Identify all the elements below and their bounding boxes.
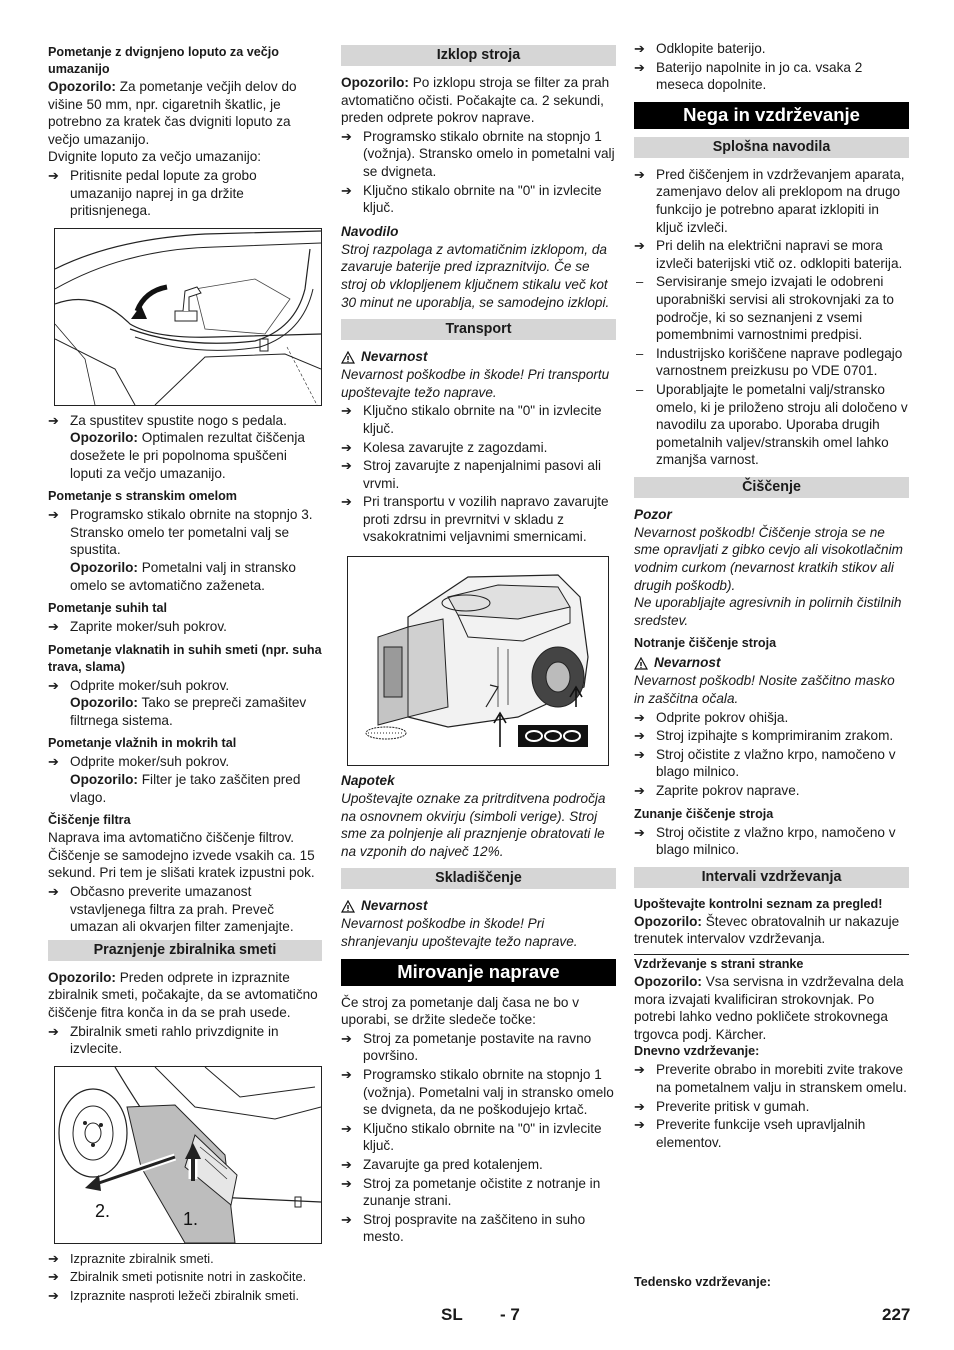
note-stransko: Opozorilo: Pometalni valj in stransko omelo se avtomatično zaženeta. — [70, 559, 296, 593]
napotek-text: Upoštevajte oznake za pritrditvena področja na osnovnem okvirju (simboli verige). Stroj sme za polnjenje ali praznjenje obratovati le na vzponih do največ 12%. — [341, 791, 606, 859]
list-item: ➔ Programsko stikalo obrnite na stopnjo 3. Stransko omelo ter pometalni valj se spustita. — [48, 507, 313, 558]
arrow-icon: ➔ — [634, 709, 645, 725]
note-vlaznih: Opozorilo: Filter je tako zaščiten pred vlago. — [70, 772, 301, 805]
transport-warning-text: Nevarnost poškodbe in škode! Pri transportu upoštevajte težo naprave. — [341, 367, 610, 400]
navodilo-heading: Navodilo — [341, 223, 399, 239]
heading-tedensko: Tedensko vzdrževanje: — [634, 1275, 771, 1289]
column-middle — [341, 44, 616, 1246]
section-bar-splosna: Splošna navodila — [634, 137, 909, 158]
text-filtra: Naprava ima avtomatično čiščenje filtrov. Čiščenje se samodejno izvede vsakih ca. 15 sekund. Pri tem je slišati kratek izpustni pok. — [48, 830, 315, 881]
arrow-icon: ➔ — [48, 507, 59, 523]
column-left — [48, 44, 322, 1305]
note-vlaknatih: Opozorilo: Tako se prepreči zamašitev filtrnega sistema. — [70, 695, 307, 728]
list-item: ➔ Ključno stikalo obrnite na "0" in izvlecite ključ. — [341, 1120, 602, 1154]
section-bar-nega: Nega in vzdrževanje — [634, 102, 909, 129]
arrow-icon: ➔ — [634, 41, 645, 56]
pozor-heading: Pozor — [634, 506, 672, 522]
danger-heading: Nevarnost — [341, 897, 616, 915]
arrow-icon: ➔ — [341, 1030, 352, 1046]
arrow-icon: ➔ — [341, 1067, 352, 1082]
navodilo-text: Stroj razpolaga z avtomatičnim izklopom, da zavaruje baterije pred izpraznitvijo. Če se stroj ob vklopljenem ključnem stikalu več kot 30 minut ne uporablja, se samodejno izklopi. — [341, 241, 610, 310]
list-item: ➔ Ključno stikalo obrnite na "0" in izvlecite ključ. — [341, 182, 602, 216]
list-item: ➔ Preverite obrabo in morebiti zvite trakove na pometalnem valju in stranskem omelu. — [634, 1062, 907, 1095]
heading-dvignjeno: Pometanje z dvignjeno loputo za večjo umazanijo — [48, 45, 279, 76]
arrow-icon: ➔ — [48, 754, 59, 770]
list-item: ➔ Stroj zavarujte z napenjalnimi pasovi ali vrvmi. — [341, 458, 602, 491]
pozor-text: Nevarnost poškodb! Čiščenje stroja se ne sme opravljati z gibko cevjo ali visokotlačnim vodnim curkom (nevarnost kratkih stikov ali drugih poškodb). — [634, 524, 903, 593]
list-item: ➔ Zaprite moker/suh pokrov. — [48, 619, 227, 635]
arrow-icon: ➔ — [341, 1156, 352, 1172]
step-2-label: 2. — [95, 1200, 111, 1221]
section-bar-izklop: Izklop stroja — [341, 45, 616, 66]
warning-triangle-icon — [634, 657, 648, 670]
arrow-icon: ➔ — [341, 1120, 352, 1136]
list-item: ➔ Pritisnite pedal lopute za grobo umazanijo naprej in ga držite pritisnjenega. — [48, 167, 257, 219]
list-item: – Servisiranje smejo izvajati le odobreni uporabniški servisi ali strokovnjaki za to področje, ki so seznanjeni z vsemi pomembnimi varnostnimi predpisi. — [636, 274, 894, 343]
figure-waste-container — [54, 1066, 322, 1244]
note-dvignjeno: Opozorilo: Za pometanje večjih delov do višine 50 mm, npr. cigaretnih škatlic, je potrebno za kratek čas dvigniti loputo za večjo umazanijo. — [48, 79, 297, 147]
arrow-icon: ➔ — [48, 1287, 59, 1303]
figure-flap-pedal — [54, 228, 322, 406]
list-item: ➔ Pri delih na električni napravi se mora izvleči baterijski vtič oz. odklopiti baterija. — [634, 238, 903, 271]
heading-zunanje: Zunanje čiščenje stroja — [634, 806, 774, 821]
waste-container-illustration — [55, 1067, 321, 1243]
heading-vlaznih: Pometanje vlažnih in mokrih tal — [48, 736, 237, 751]
list-item: ➔ Zaprite pokrov naprave. — [634, 783, 800, 798]
arrow-icon: ➔ — [341, 1175, 352, 1191]
arrow-icon: ➔ — [341, 403, 352, 419]
list-item: ➔ Stroj pospravite na zaščiteno in suho mesto. — [341, 1211, 586, 1245]
section-bar-intervali: Intervali vzdrževanja — [634, 867, 909, 888]
mask-warning-text: Nevarnost poškodb! Nosite zaščitno masko in zaščitna očala. — [634, 673, 895, 707]
section-bar-mirovanje: Mirovanje naprave — [341, 959, 616, 986]
footer-language: SL — [441, 1305, 463, 1324]
footer-page-number: 227 — [882, 1305, 911, 1324]
arrow-icon: ➔ — [48, 1250, 59, 1266]
arrow-icon: ➔ — [341, 128, 352, 144]
note-servisna: Opozorilo: Vsa servisna in vzdrževalna dela mora izvajati kvalificiran strokovnjak. Po potrebi lahko vedno pokličete strokovnega trgovca podj. Kärcher. — [634, 973, 904, 1042]
section-bar-ciscenje: Čiščenje — [634, 477, 909, 498]
arrow-icon: ➔ — [634, 728, 645, 744]
column-right — [634, 41, 909, 1151]
heading-filtra: Čiščenje filtra — [48, 813, 131, 828]
arrow-icon: ➔ — [634, 1062, 645, 1078]
list-item: ➔ Stroj izpihajte s komprimiranim zrakom. — [634, 728, 894, 744]
list-item: ➔ Izpraznite nasproti ležeči zbiralnik smeti. — [48, 1287, 300, 1303]
list-item: ➔ Ključno stikalo obrnite na "0" in izvlecite ključ. — [341, 403, 602, 436]
list-item: ➔ Odprite moker/suh pokrov. — [48, 677, 230, 693]
list-item: ➔ Zbiralnik smeti potisnite notri in zaskočite. — [48, 1269, 307, 1285]
section-bar-transport: Transport — [341, 319, 616, 340]
list-item: ➔ Pri transportu v vozilih napravo zavarujte proti zdrsu in prevrnitvi v skladu z vsakokratnimi veljavnimi smernicami. — [341, 494, 609, 545]
list-item: ➔ Odklopite baterijo. — [634, 41, 766, 56]
arrow-icon: ➔ — [634, 783, 645, 798]
list-item: ➔ Za spustitev spustite nogo s pedala. — [48, 412, 287, 428]
flap-pedal-illustration — [55, 229, 321, 405]
list-item: ➔ Odprite moker/suh pokrov. — [48, 754, 230, 770]
arrow-icon: ➔ — [341, 182, 352, 198]
list-item: ➔ Odprite pokrov ohišja. — [634, 709, 789, 725]
heading-dnevno: Dnevno vzdrževanje: — [634, 1044, 760, 1059]
danger-heading: Nevarnost — [634, 654, 909, 672]
footer-page-local: - 7 — [500, 1305, 520, 1324]
list-item: ➔ Programsko stikalo obrnite na stopnjo 1 (vožnja). Stransko omelo in pometalni valj se dvigneta. — [341, 128, 615, 179]
list-item: ➔ Kolesa zavarujte z zagozdami. — [341, 439, 548, 455]
danger-heading: Nevarnost — [341, 348, 616, 366]
arrow-icon: ➔ — [48, 412, 59, 428]
section-bar-skladiscenje: Skladiščenje — [341, 868, 616, 889]
arrow-icon: ➔ — [634, 1098, 645, 1114]
arrow-icon: ➔ — [341, 458, 352, 474]
list-item: ➔ Stroj za pometanje očistite z notranje in zunanje strani. — [341, 1175, 601, 1209]
list-item: ➔ Zavarujte ga pred kotalenjem. — [341, 1156, 543, 1172]
list-item: ➔ Pred čiščenjem in vzdrževanjem aparata, zamenjavo delov ali preklopom na drugo funkcijo je potrebno aparat izklopiti in ključ izvleči. — [634, 166, 905, 235]
heading-notranje: Notranje čiščenje stroja — [634, 636, 777, 651]
arrow-icon: ➔ — [48, 1269, 59, 1285]
list-item: ➔ Občasno preverite umazanost vstavljenega filtra za prah. Preveč umazan ali okvarjen filter zamenjajte. — [48, 884, 294, 935]
figure-sweeper-transport — [347, 556, 609, 766]
list-item: ➔ Programsko stikalo obrnite na stopnjo 1 (vožnja). Pometalni valj in stransko omelo se dvigneta, da ne poškodujejo krtač. — [341, 1067, 614, 1118]
text-dvignite: Dvignite loputo za večjo umazanijo: — [48, 149, 262, 165]
arrow-icon: ➔ — [634, 238, 645, 254]
list-item: ➔ Stroj za pometanje postavite na ravno površino. — [341, 1030, 592, 1064]
dash-bullet: – — [636, 381, 644, 397]
note-stevec: Opozorilo: Števec obratovalnih ur nakazuje trenutek intervalov vzdrževanja. — [634, 913, 900, 947]
chain-symbol-icon — [518, 725, 588, 747]
text-mirovanje: Če stroj za pometanje dalj časa ne bo v uporabi, se držite sledeče točke: — [341, 994, 580, 1028]
section-bar-praznjenje: Praznjenje zbiralnika smeti — [48, 940, 322, 961]
heading-vlaknatih: Pometanje vlaknatih in suhih smeti (npr. suha trava, slama) — [48, 642, 322, 674]
list-item: ➔ Izpraznite zbiralnik smeti. — [48, 1250, 214, 1266]
arrow-icon: ➔ — [48, 167, 59, 183]
sweeper-illustration — [348, 557, 608, 765]
list-item: – Industrijsko koriščene naprave podlegajo varnostnem preizkusu po VDE 0701. — [636, 345, 903, 379]
arrow-icon: ➔ — [634, 1117, 645, 1133]
arrow-icon: ➔ — [634, 824, 645, 840]
list-item: ➔ Preverite funkcije vseh upravljalnih elementov. — [634, 1117, 866, 1150]
note-izklop: Opozorilo: Po izklopu stroja se filter za prah avtomatično očisti. Počakajte ca. 2 sekundi, preden odprete pokrov naprave. — [341, 75, 610, 126]
arrow-icon: ➔ — [341, 1211, 352, 1227]
list-item: ➔ Stroj očistite z vlažno krpo, namočeno v blago milnico. — [634, 746, 896, 780]
arrow-icon: ➔ — [634, 746, 645, 762]
arrow-icon: ➔ — [48, 619, 59, 635]
note-spustitev: Opozorilo: Optimalen rezultat čiščenja dosežete le pri popolnoma spuščeni loputi za večjo umazanijo. — [70, 430, 305, 481]
list-item: ➔ Baterijo napolnite in jo ca. vsaka 2 meseca dopolnite. — [634, 59, 863, 93]
arrow-icon: ➔ — [48, 677, 59, 693]
storage-warning-text: Nevarnost poškodbe in škode! Pri shranjevanju upoštevajte težo naprave. — [341, 916, 578, 950]
dash-bullet: – — [636, 274, 644, 290]
arrow-icon: ➔ — [48, 1023, 59, 1039]
arrow-icon: ➔ — [634, 59, 645, 75]
dash-bullet: – — [636, 345, 644, 361]
warning-triangle-icon — [341, 900, 355, 913]
arrow-icon: ➔ — [48, 884, 59, 900]
step-1-label: 1. — [183, 1208, 199, 1229]
arrow-icon: ➔ — [341, 494, 352, 510]
list-item: – Uporabljajte le pometalni valj/stransko omelo, ki je priloženo stroju ali določeno v navodilu za uporabo. Uporaba drugih pometalnih valjev/stranskih omel lahko zmanjša varnost. — [636, 381, 908, 468]
heading-stransko: Pometanje s stranskim omelom — [48, 489, 237, 504]
sredstev-text: Ne uporabljajte agresivnih in polirnih čistilnih sredstev. — [634, 595, 902, 628]
list-item: ➔ Zbiralnik smeti rahlo privzdignite in izvlecite. — [48, 1023, 279, 1057]
heading-seznam: Upoštevajte kontrolni seznam za pregled! — [634, 896, 883, 911]
arrow-icon: ➔ — [341, 439, 352, 455]
note-praznjenje: Opozorilo: Preden odprete in izpraznite zbiralnik smeti, počakajte, da se avtomatično čiščenje fitra konča in da se prah usede. — [48, 969, 318, 1020]
list-item: ➔ Stroj očistite z vlažno krpo, namočeno v blago milnico. — [634, 824, 896, 858]
list-item: ➔ Preverite pritisk v gumah. — [634, 1098, 810, 1114]
subheading-stranke: Vzdrževanje s strani stranke — [634, 954, 909, 973]
arrow-icon: ➔ — [634, 166, 645, 182]
warning-triangle-icon — [341, 351, 355, 364]
napotek-heading: Napotek — [341, 773, 395, 789]
heading-suhih: Pometanje suhih tal — [48, 601, 167, 616]
